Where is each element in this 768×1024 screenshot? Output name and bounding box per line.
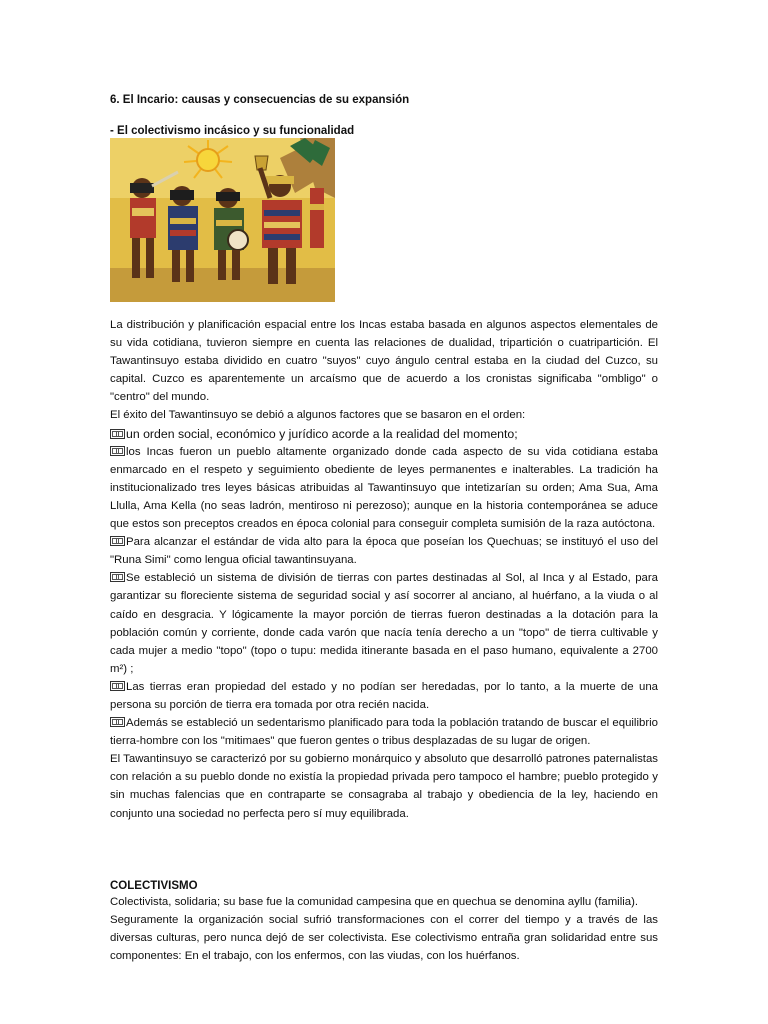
list-item-tierras-text: Se estableció un sistema de división de tierras con partes destinadas al Sol, al Inca y al Estado, para garantizar su floreciente sistema de seguridad social y así socorrer al anciano, al huérfano, a la viuda o al caído en desgracia. Y lógicamente la mayor porción de tierras fueron destinadas a la dotación para la población común y corriente, donde cada varón que nacía tenía derecho a un "topo" de tierra cultivable y cada mujer a medio "topo" (topo o tupu: medida itinerante basada en el paso humano, equivalente a 2700 m²) ; — [110, 572, 658, 675]
paragraph-gobierno: El Tawantinsuyo se caracterizó por su gobierno monárquico y absoluto que desarrolló patrones paternalistas con relación a su pueblo donde no existía la propiedad privada pero tampoco el hambre; pueblo protegido y sin muchas falencias que en contraparte se consagraba al trabajo y obediencia de la ley, haciendo en conjunto una sociedad no perfecta pero sí muy equilibrada. — [110, 753, 658, 820]
list-item-propiedad-text: Las tierras eran propiedad del estado y no podían ser heredadas, por lo tanto, a la muerte de una persona su porción de tierra era tomada por otra recién nacida. — [110, 680, 658, 711]
inca-illustration-image — [110, 138, 335, 302]
list-item-tierras — [110, 569, 658, 678]
subsection-title: - El colectivismo incásico y su funcionalidad — [110, 125, 355, 137]
main-body — [110, 316, 658, 823]
bullet-icon — [110, 429, 125, 439]
bullet-icon — [110, 446, 125, 456]
section-title: 6. El Incario: causas y consecuencias de su expansión — [110, 94, 410, 106]
colectivismo-title: COLECTIVISMO — [110, 880, 198, 892]
inca-illustration — [110, 138, 335, 302]
colectivismo-body — [110, 893, 658, 965]
bullet-icon — [110, 717, 125, 727]
list-item-orden-text: un orden social, económico y jurídico acorde a la realidad del momento; — [126, 426, 518, 441]
bullet-icon — [110, 681, 125, 691]
list-item-orden — [110, 425, 658, 443]
bullet-icon — [110, 572, 125, 582]
list-item-runa-simi-text: Para alcanzar el estándar de vida alto para la época que poseían los Quechuas; se instituyó el uso del "Runa Simi" como lengua oficial tawantinsuyana. — [110, 536, 658, 567]
paragraph-transformaciones: Seguramente la organización social sufrió transformaciones con el correr del tiempo y a través de las diversas culturas, pero nunca dejó de ser colectivista. Ese colectivismo entraña gran solidaridad entre sus componentes: En el trabajo, con los enfermos, con las viudas, con los huérfanos. — [110, 914, 658, 963]
list-item-sedentarismo — [110, 714, 658, 750]
list-item-leyes — [110, 443, 658, 533]
paragraph-colectivista: Colectivista, solidaria; su base fue la comunidad campesina que en quechua se denomina ayllu (familia). — [110, 896, 639, 908]
list-item-propiedad — [110, 678, 658, 714]
bullet-icon — [110, 536, 125, 546]
list-item-leyes-text: los Incas fueron un pueblo altamente organizado donde cada aspecto de su vida cotidiana estaba enmarcado en el respeto y seguimiento obediente de leyes permanentes e inalterables. La tradición ha institucionalizado tres leyes básicas atribuidas al Tawantinsuyo que intetizarían su orden; Ama Sua, Ama Llulla, Ama Kella (no seas ladrón, mentiroso ni perezoso); aunque en la historia contemporánea se aduce que estos son preceptos creados en época colonial para conseguir completa sumisión de la raza autóctona. — [110, 445, 658, 531]
list-item-sedentarismo-text: Además se estableció un sedentarismo planificado para toda la población tratando de buscar el equilibrio tierra-hombre con los "mitimaes" que fueron gentes o tribus desplazadas de su lugar de origen. — [110, 717, 658, 748]
paragraph-distribucion: La distribución y planificación espacial entre los Incas estaba basada en algunos aspectos elementales de su vida cotidiana, tuvieron siempre en cuenta las relaciones de dualidad, tripartición o cuatripartición. El Tawantinsuyo estaba dividido en cuatro "suyos" cuyo ángulo central estaba en la ciudad del Cuzco, su capital. Cuzco es aparentemente un arcaísmo que de acuerdo a los cronistas significaba "ombligo" o "centro" del mundo. — [110, 319, 658, 404]
list-item-runa-simi — [110, 533, 658, 569]
paragraph-exito: El éxito del Tawantinsuyo se debió a algunos factores que se basaron en el orden: — [110, 409, 526, 422]
